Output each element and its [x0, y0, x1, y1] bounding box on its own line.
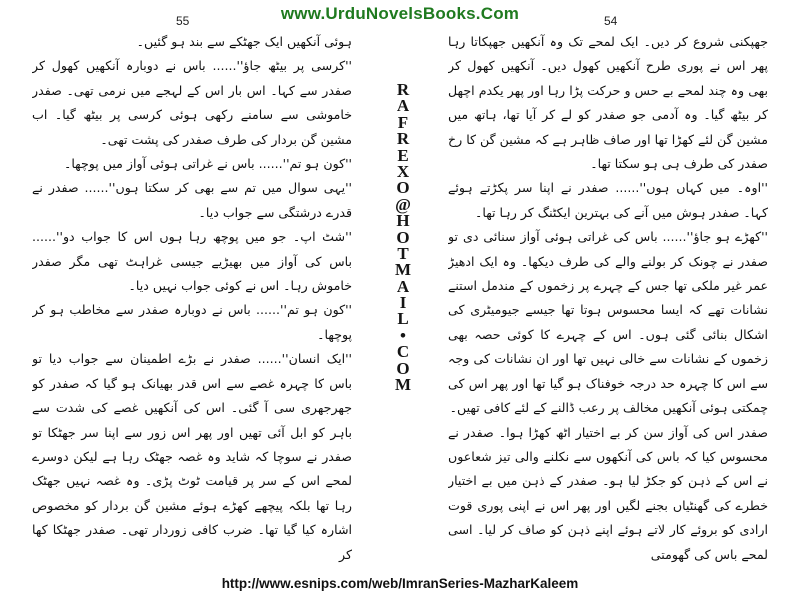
watermark-letter: @ [395, 194, 411, 214]
watermark-letter: • [400, 325, 406, 345]
watermark-letter: R [396, 80, 410, 99]
watermark-letter: X [396, 161, 410, 181]
watermark-letter: R [396, 129, 410, 149]
paragraph: جھپکنی شروع کر دیں۔ ایک لمحے تک وہ آنکھیں جھپکاتا رہا پھر اس نے پوری طرح آنکھیں کھول دیں۔ آنکھیں کھول کر بھی وہ چند لمحے بے حس و حرکت پڑا رہا اور پھر یکدم اچھل کر بیٹھ گیا۔ وہ آدمی جو صفدر کو لے کر آیا تھا، ہاتھ میں مشین گن لئے کھڑا تھا اور صاف ظاہر ہے کہ مشین گن کا رخ صفدر کی طرف ہی ہو سکتا تھا۔ [448, 34, 768, 172]
watermark-letter: H [396, 211, 410, 231]
watermark-letter: M [394, 260, 412, 280]
watermark-letter: O [396, 178, 410, 198]
watermark-letter: T [397, 243, 409, 263]
right-page-text [448, 30, 768, 566]
paragraph: ''کرسی پر بیٹھ جاؤ''...... باس نے دوبارہ آنکھیں کھول کر صفدر سے کہا۔ اس بار اس کے لہجے میں نرمی تھی۔ صفدر خاموشی سے سامنے رکھی ہوئی کرسی پر بیٹھ گیا۔ اب مشین گن بردار کی طرف صفدر کی پشت تھی۔ [32, 58, 352, 147]
watermark-letter: I [399, 293, 407, 313]
paragraph: ''ایک انسان''...... صفدر نے بڑے اطمینان سے جواب دیا تو باس کا چہرہ غصے سے اس قدر بھیانک ہو گیا کہ صفدر کو جھرجھری سی آ گئی۔ اس کی آنکھیں غصے کی شدت سے باہر کو ابل آئی تھیں اور پھر اس زور سے اپنا سر جھٹکا تو صفدر نے سوچا کہ شاید وہ غصہ جھٹک رہا ہے لیکن دوسرے لمحے اس کے سر پر قیامت ٹوٹ پڑی۔ وہ غصہ نہیں جھٹک رہا تھا بلکہ پیچھے کھڑے ہوئے مشین گن بردار کو مخصوص اشارہ کیا گیا تھا۔ ضرب کافی زوردار تھی۔ صفدر جھٹکا کھا کر [32, 351, 352, 562]
paragraph: ''یہی سوال میں تم سے بھی کر سکتا ہوں''...... صفدر نے قدرے درشتگی سے جواب دیا۔ [32, 180, 352, 220]
watermark-letter: O [396, 358, 410, 378]
paragraph: ''کھڑے ہو جاؤ''...... باس کی غراتی ہوئی آواز سنائی دی تو صفدر نے چونک کر بولنے والے کی طرف دیکھا۔ وہ ایک ادھیڑ عمر غیر ملکی تھا جس کے چہرے پر زخموں کے مندمل استنے نشانات تھے کہ ایسا محسوس ہوتا تھا جیسے جیومیٹری کی اشکال بنائی گئی ہوں۔ اس کے چہرے کا کوئی حصہ بھی زخموں کے نشانات سے خالی نہیں تھا اور ان نشانات کی وجہ سے اس کا چہرہ حد درجہ خوفناک ہو گیا تھا اور پھر اس کی چمکتی ہوئی آنکھیں مخالف پر رعب ڈالنے کے لئے کافی تھیں۔ [448, 229, 768, 416]
site-header: www.UrduNovelsBooks.Com [280, 4, 520, 23]
vertical-watermark [378, 82, 428, 474]
paragraph: ہوئی آنکھیں ایک جھٹکے سے بند ہو گئیں۔ [136, 34, 352, 49]
footer-url: http://www.esnips.com/web/ImranSeries-MazharKaleem [221, 576, 579, 591]
watermark-letter: M [394, 375, 412, 395]
watermark-letter: A [396, 276, 410, 296]
watermark-letter: L [397, 309, 409, 329]
paragraph: ''اوہ۔ میں کہاں ہوں''...... صفدر نے اپنا سر پکڑتے ہوئے کہا۔ صفدر ہوش میں آنے کی بہترین ایکٹنگ کر رہا تھا۔ [448, 180, 768, 220]
paragraph: ''کون ہو تم''...... باس نے غراتی ہوئی آواز میں پوچھا۔ [63, 156, 352, 172]
watermark-letter: F [397, 112, 409, 132]
watermark-letter: C [396, 342, 410, 362]
right-page-number: 54 [604, 14, 618, 28]
paragraph: ''کون ہو تم''...... باس نے دوبارہ صفدر سے مخاطب ہو کر پوچھا۔ [32, 302, 352, 342]
watermark-letter: O [396, 227, 410, 247]
paragraph: ''شٹ اپ۔ جو میں پوچھ رہا ہوں اس کا جواب دو''...... باس کی آواز میں بھیڑیے جیسی غراہٹ تھی مگر صفدر خاموش رہا۔ اس نے کوئی جواب نہیں دیا۔ [32, 229, 352, 294]
watermark-letter: E [397, 145, 409, 165]
paragraph: صفدر اس کی آواز سن کر بے اختیار اٹھ کھڑا ہوا۔ صفدر نے محسوس کیا کہ باس کی آنکھوں سے نکلنے والی تیز شعاعوں نے اس کے ذہن کو جکڑ لیا ہو۔ صفدر کے ذہن میں بے اختیار خطرے کی گھنٹیاں بجنے لگیں اور پھر اس نے اپنی پوری قوت ارادی کو بروئے کار لاتے ہوئے اپنے ذہن کو صاف کر لیا۔ اسی لمحے باس کی گھومتی [448, 424, 768, 562]
left-page-text [32, 30, 352, 566]
left-page-number: 55 [176, 14, 190, 28]
watermark-letter: A [396, 96, 410, 116]
